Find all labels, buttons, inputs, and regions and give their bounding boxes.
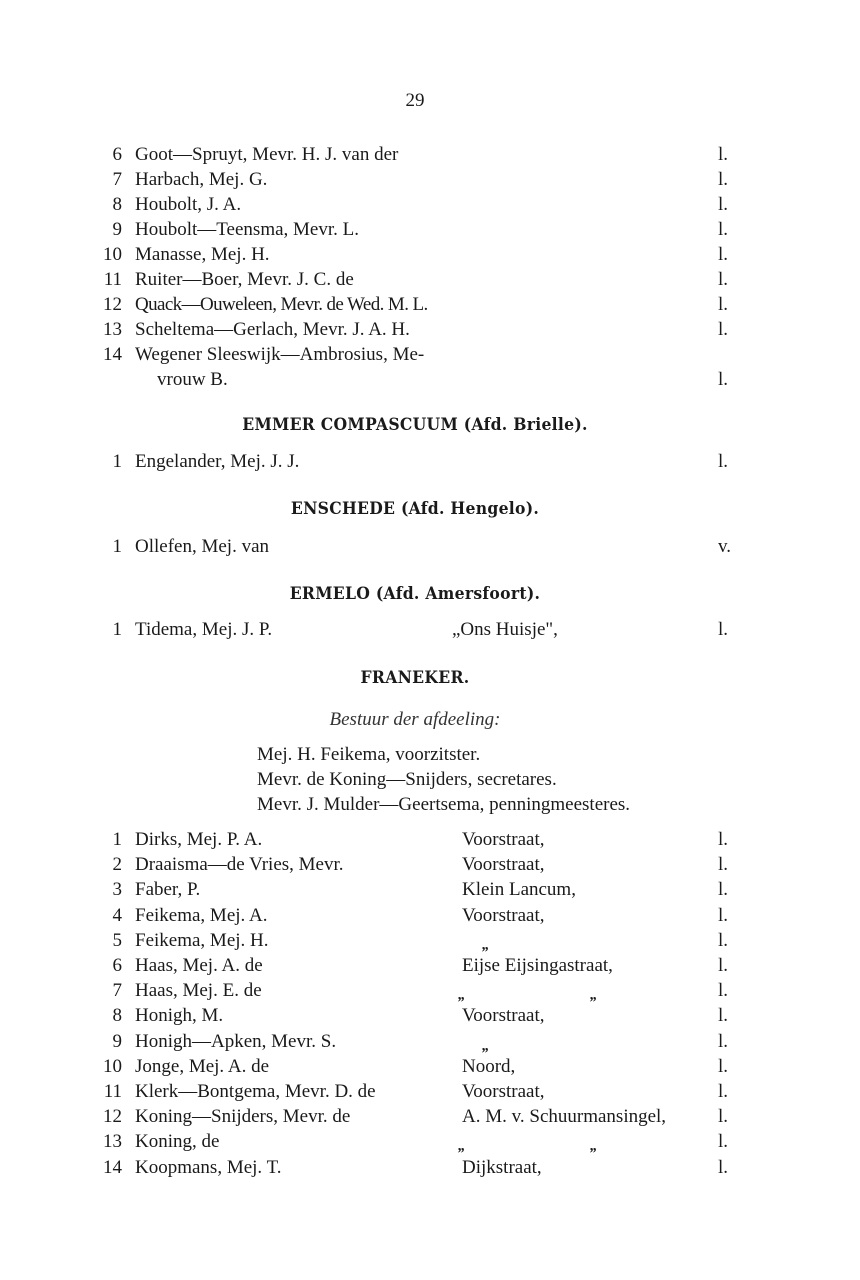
member-name: Scheltema—Gerlach, Mevr. J. A. H.: [135, 319, 410, 340]
list-item: [0, 1030, 860, 1054]
member-name: Dirks, Mej. P. A.: [135, 829, 263, 850]
ditto-mark: „: [590, 1138, 598, 1155]
section-heading: ENSCHEDE (Afd. Hengelo).: [290, 499, 540, 519]
list-item: [0, 343, 860, 367]
member-number: 9: [112, 219, 122, 240]
member-name: Haas, Mej. A. de: [135, 955, 263, 976]
member-name: Honigh, M.: [135, 1005, 224, 1027]
member-status: l.: [718, 144, 729, 165]
member-address: Eijse Eijsingastraat,: [462, 955, 613, 976]
member-number: 8: [112, 1005, 122, 1027]
member-status: l.: [718, 955, 729, 976]
list-item: [0, 1080, 860, 1104]
member-address: Voorstraat,: [462, 1005, 545, 1027]
member-status: l.: [718, 1156, 729, 1178]
member-name: Houbolt—Teensma, Mevr. L.: [135, 219, 359, 240]
member-status: l.: [718, 244, 729, 265]
list-item: [0, 904, 860, 928]
member-number: 11: [103, 1081, 122, 1102]
board-member: Mevr. de Koning—Snijders, secretares.: [257, 769, 557, 790]
member-address: Voorstraat,: [462, 904, 545, 926]
member-status: l.: [718, 169, 729, 190]
list-item: [0, 618, 860, 642]
list-item: [0, 979, 860, 1003]
member-number: 7: [112, 169, 122, 190]
member-name: Quack—Ouweleen, Mevr. de Wed. M. L.: [135, 294, 428, 315]
member-number: 11: [103, 269, 122, 290]
list-item: [0, 853, 860, 877]
member-number: 14: [103, 1156, 122, 1178]
member-status: v.: [718, 536, 732, 557]
member-number: 3: [112, 879, 122, 901]
member-name: Houbolt, J. A.: [135, 194, 242, 215]
member-status: l.: [718, 904, 729, 926]
ditto-mark: „: [458, 987, 466, 1004]
member-name: Feikema, Mej. H.: [135, 929, 269, 951]
member-name: Klerk—Bontgema, Mevr. D. de: [135, 1081, 376, 1102]
member-address: Noord,: [462, 1055, 516, 1077]
list-item: [0, 1105, 860, 1129]
ditto-mark: „: [482, 936, 490, 953]
member-status: l.: [718, 980, 729, 1002]
list-item: [0, 218, 860, 242]
list-item: [0, 535, 860, 559]
member-name: Jonge, Mej. A. de: [135, 1055, 270, 1077]
member-name: Ruiter—Boer, Mevr. J. C. de: [135, 269, 354, 290]
member-number: 14: [103, 344, 122, 365]
member-status: l.: [718, 929, 729, 951]
member-name: Harbach, Mej. G.: [135, 169, 268, 190]
member-number: 12: [103, 294, 122, 315]
list-item: [0, 1055, 860, 1079]
list-item: [0, 828, 860, 852]
member-address: Voorstraat,: [462, 1081, 545, 1102]
member-number: 1: [112, 829, 122, 850]
member-name: Manasse, Mej. H.: [135, 244, 270, 265]
member-status: l.: [718, 1131, 729, 1153]
member-number: 9: [112, 1030, 122, 1052]
member-address: Voorstraat,: [462, 829, 545, 850]
list-item: [0, 193, 860, 217]
member-status: l.: [718, 1081, 729, 1102]
list-item: [0, 1130, 860, 1154]
member-address: Dijkstraat,: [462, 1156, 542, 1178]
list-item: [0, 954, 860, 978]
member-name: Koning—Snijders, Mevr. de: [135, 1106, 351, 1128]
member-status: l.: [718, 294, 729, 315]
member-name: Tidema, Mej. J. P.: [135, 619, 273, 640]
member-status: l.: [718, 1030, 729, 1052]
page-number: 29: [405, 90, 425, 111]
list-item-continuation: [0, 368, 860, 392]
member-address: Voorstraat,: [462, 854, 545, 876]
section-heading: ERMELO (Afd. Amersfoort).: [289, 584, 541, 604]
member-status: l.: [718, 194, 729, 215]
board-member: Mevr. J. Mulder—Geertsema, penningmeesteres.: [257, 794, 631, 815]
member-number: 13: [103, 1131, 122, 1153]
member-number: 12: [103, 1106, 122, 1128]
member-name: Honigh—Apken, Mevr. S.: [135, 1030, 337, 1052]
member-name: Goot—Spruyt, Mevr. H. J. van der: [135, 144, 399, 165]
board-member: Mej. H. Feikema, voorzitster.: [257, 744, 481, 765]
member-number: 6: [112, 955, 122, 976]
member-address: „Ons Huisje",: [452, 619, 558, 640]
member-status: l.: [718, 319, 729, 340]
member-status: l.: [718, 1106, 729, 1128]
member-status: l.: [718, 451, 729, 472]
member-name-continuation: vrouw B.: [157, 369, 228, 390]
list-item: [0, 268, 860, 292]
list-item: [0, 1004, 860, 1028]
member-address: A. M. v. Schuurmansingel,: [462, 1106, 667, 1128]
list-item: [0, 168, 860, 192]
member-status: l.: [718, 829, 729, 850]
member-name: Draaisma—de Vries, Mevr.: [135, 854, 344, 876]
section-heading: EMMER COMPASCUUM (Afd. Brielle).: [242, 415, 588, 435]
member-status: l.: [718, 269, 729, 290]
member-status: l.: [718, 854, 729, 876]
member-name: Engelander, Mej. J. J.: [135, 451, 300, 472]
member-status: l.: [718, 619, 729, 640]
member-status: l.: [718, 1005, 729, 1027]
member-number: 7: [112, 980, 122, 1002]
section-heading: FRANEKER.: [360, 668, 470, 688]
ditto-mark: „: [482, 1037, 490, 1054]
member-name: Faber, P.: [135, 879, 201, 901]
list-item: [0, 1156, 860, 1180]
member-status: l.: [718, 219, 729, 240]
member-number: 6: [112, 144, 122, 165]
list-item: [0, 929, 860, 953]
list-item: [0, 878, 860, 902]
member-number: 5: [112, 929, 122, 951]
ditto-mark: „: [590, 987, 598, 1004]
member-number: 1: [112, 619, 122, 640]
member-status: l.: [718, 879, 729, 901]
list-item: [0, 293, 860, 317]
member-name: Haas, Mej. E. de: [135, 980, 262, 1002]
list-item: [0, 450, 860, 474]
list-item: [0, 243, 860, 267]
member-number: 10: [103, 1055, 122, 1077]
list-item: [0, 318, 860, 342]
member-number: 1: [112, 451, 122, 472]
member-number: 1: [112, 536, 122, 557]
member-address: Klein Lancum,: [462, 879, 576, 901]
board-title: Bestuur der afdeeling:: [329, 709, 501, 730]
member-number: 10: [103, 244, 122, 265]
member-number: 2: [112, 854, 122, 876]
member-name: Koning, de: [135, 1131, 220, 1153]
member-name: Koopmans, Mej. T.: [135, 1156, 282, 1178]
member-name: Feikema, Mej. A.: [135, 904, 268, 926]
member-number: 4: [112, 904, 122, 926]
ditto-mark: „: [458, 1138, 466, 1155]
member-number: 13: [103, 319, 122, 340]
member-status: l.: [718, 369, 729, 390]
member-number: 8: [112, 194, 122, 215]
list-item: [0, 143, 860, 167]
member-name: Wegener Sleeswijk—Ambrosius, Me-: [135, 344, 425, 365]
member-name: Ollefen, Mej. van: [135, 536, 270, 557]
member-status: l.: [718, 1055, 729, 1077]
